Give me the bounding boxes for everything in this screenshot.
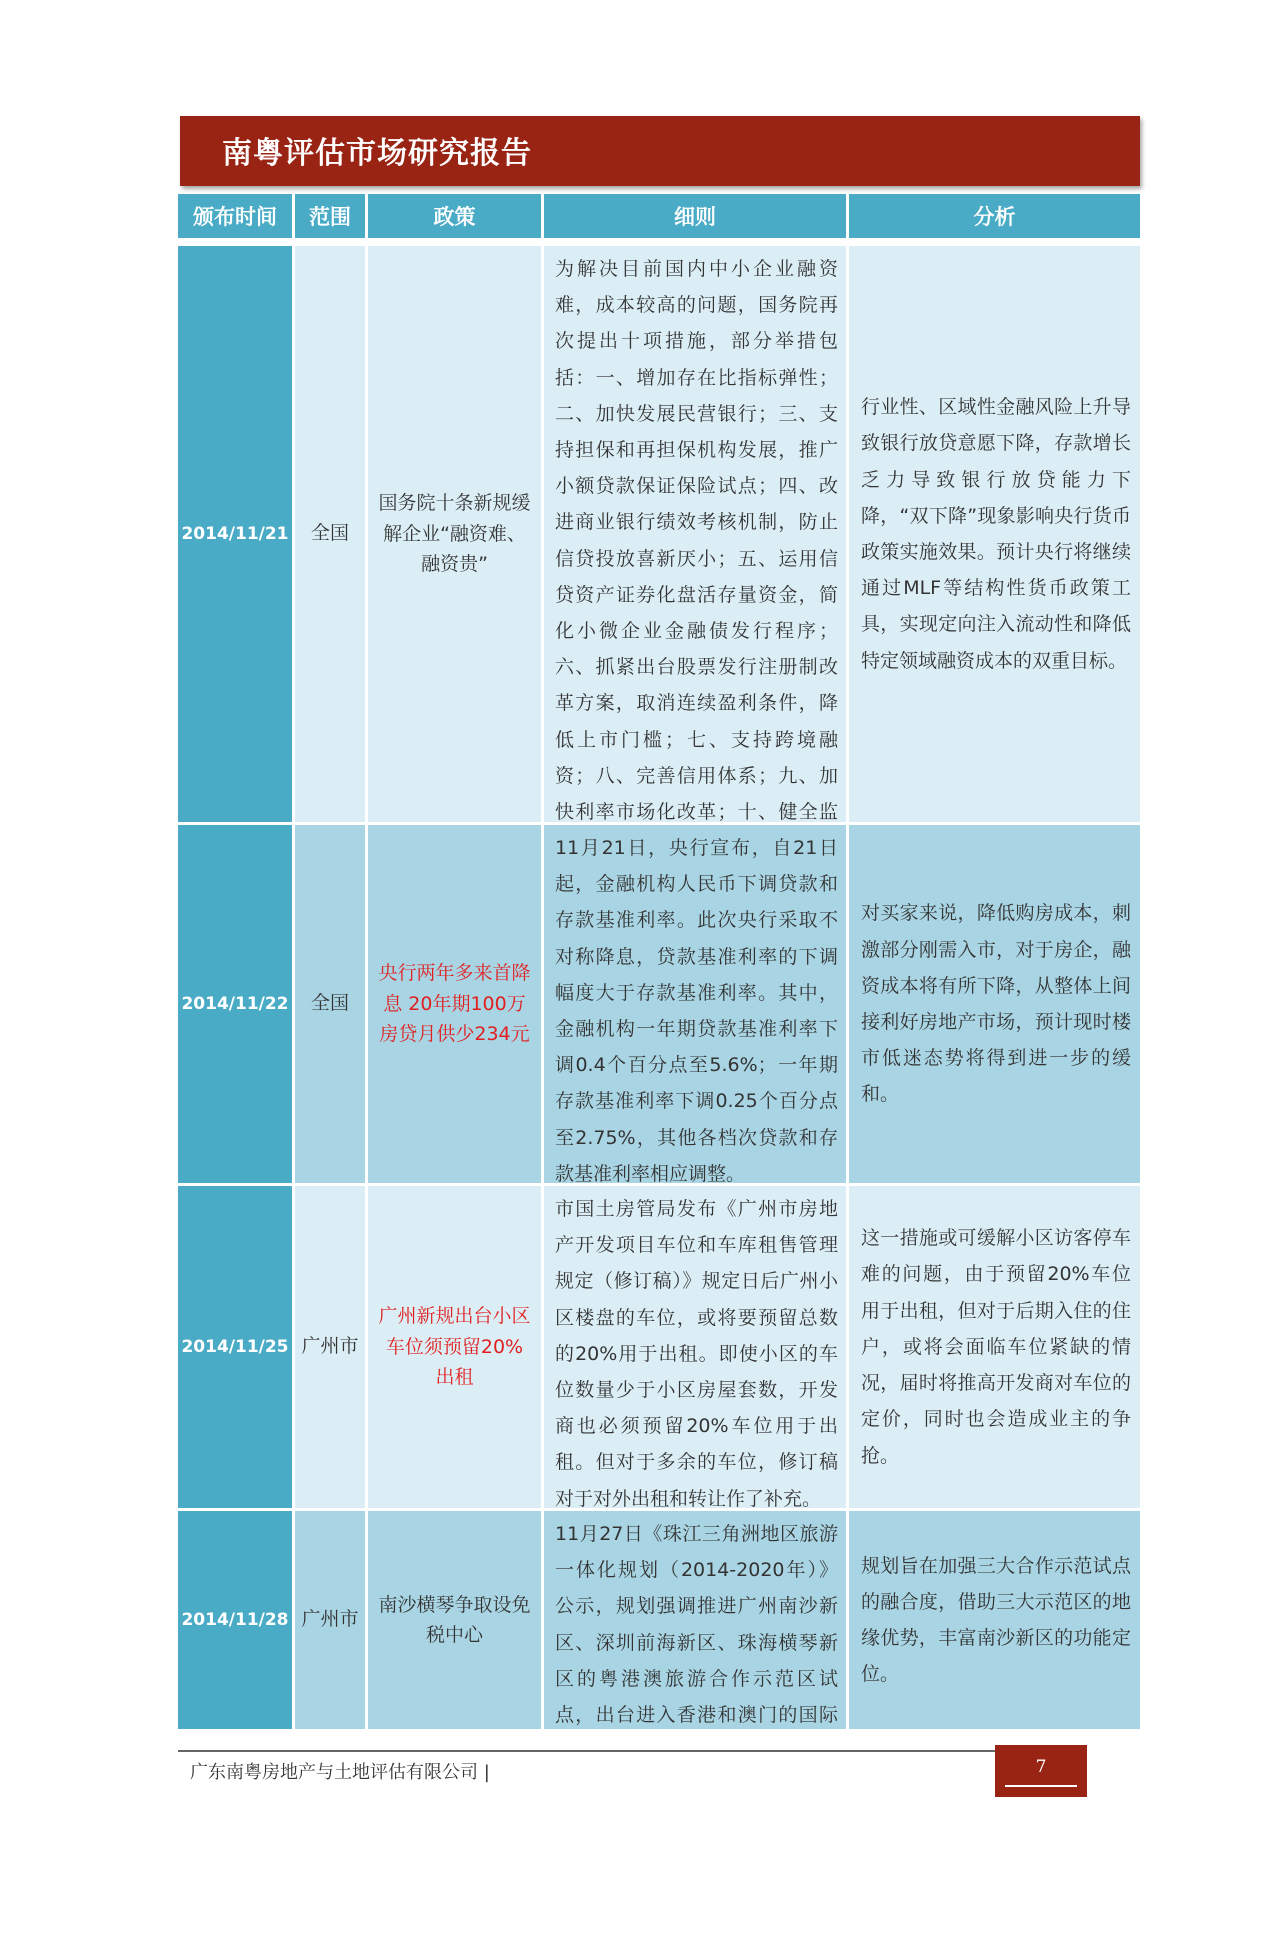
release-date: 2014/11/25: [178, 1186, 292, 1508]
policy-analysis: 规划旨在加强三大合作示范试点的融合度，借助三大示范区的地缘优势，丰富南沙新区的功能定位。: [849, 1511, 1140, 1729]
policy-detail: 为解决目前国内中小企业融资难，成本较高的问题，国务院再次提出十项措施，部分举措包括：一、增加存在比指标弹性；二、加快发展民营银行；三、支持担保和再担保机构发展，推广小额贷款保证保险试点；四、改进商业银行绩效考核机制，防止信贷投放喜新厌小；五、运用信贷资产证券化盘活存量资金，简化小微企业金融债发行程序；六、抓紧出台股票发行注册制改革方案，取消连续盈利条件，降低上市门槛；七、支持跨境融资；八、完善信用体系；九、加快利率市场化改革；十、健全监: [544, 246, 846, 822]
table-row: [178, 825, 1140, 1183]
footer-divider: [178, 1750, 998, 1752]
table-row: [178, 1186, 1140, 1508]
page-number: 7: [1035, 1757, 1047, 1777]
page-number-box: [995, 1745, 1087, 1797]
policy-title: 南沙横琴争取设免税中心: [368, 1511, 541, 1729]
policy-detail: 11月27日《珠江三角洲地区旅游一体化规划（2014-2020年）》公示，规划强调推进广州南沙新区、深圳前海新区、珠海横琴新区的粤港澳旅游合作示范区试点，出台进入香港和澳门的国际: [544, 1511, 846, 1729]
column-header-policy: 政策: [368, 194, 541, 238]
column-header-date: 颁布时间: [178, 194, 292, 238]
policy-analysis: 这一措施或可缓解小区访客停车难的问题，由于预留20%车位用于出租，但对于后期入住的住户，或将会面临车位紧缺的情况，届时将推高开发商对车位的定价，同时也会造成业主的争抢。: [849, 1186, 1140, 1508]
policy-analysis: 行业性、区域性金融风险上升导致银行放贷意愿下降，存款增长乏力导致银行放贷能力下降，“双下降”现象影响央行货币政策实施效果。预计央行将继续通过MLF等结构性货币政策工具，实现定向注入流动性和降低特定领域融资成本的双重目标。: [849, 246, 1140, 822]
column-header-detail: 细则: [544, 194, 846, 238]
scope: 全国: [295, 246, 365, 822]
policy-title: 国务院十条新规缓解企业“融资难、融资贵”: [368, 246, 541, 822]
scope: 广州市: [295, 1186, 365, 1508]
column-header-scope: 范围: [295, 194, 365, 238]
policy-detail: 11月21日，央行宣布，自21日起，金融机构人民币下调贷款和存款基准利率。此次央行采取不对称降息，贷款基准利率的下调幅度大于存款基准利率。其中，金融机构一年期贷款基准利率下调0.4个百分点至5.6%；一年期存款基准利率下调0.25个百分点至2.75%，其他各档次贷款和存款基准利率相应调整。: [544, 825, 846, 1183]
release-date: 2014/11/22: [178, 825, 292, 1183]
column-header-analysis: 分析: [849, 194, 1140, 238]
page-number-underline: [1005, 1785, 1077, 1787]
report-title: 南粤评估市场研究报告: [222, 136, 532, 171]
policy-title: 广州新规出台小区车位须预留20%出租: [368, 1186, 541, 1508]
policy-analysis: 对买家来说，降低购房成本，刺激部分刚需入市，对于房企，融资成本将有所下降，从整体上间接利好房地产市场，预计现时楼市低迷态势将得到进一步的缓和。: [849, 825, 1140, 1183]
company-name: 广东南粤房地产与土地评估有限公司 |: [190, 1762, 490, 1783]
table-row: [178, 1511, 1140, 1729]
policy-detail: 市国土房管局发布《广州市房地产开发项目车位和车库租售管理规定（修订稿）》规定日后广州小区楼盘的车位，或将要预留总数的20%用于出租。即使小区的车位数量少于小区房屋套数，开发商也必须预留20%车位用于出租。但对于多余的车位，修订稿对于对外出租和转让作了补充。: [544, 1186, 846, 1508]
policy-title: 央行两年多来首降息 20年期100万房贷月供少234元: [368, 825, 541, 1183]
scope: 全国: [295, 825, 365, 1183]
table-header: [178, 194, 1140, 238]
scope: 广州市: [295, 1511, 365, 1729]
report-banner: [180, 116, 1140, 186]
release-date: 2014/11/21: [178, 246, 292, 822]
table-row: [178, 246, 1140, 822]
release-date: 2014/11/28: [178, 1511, 292, 1729]
